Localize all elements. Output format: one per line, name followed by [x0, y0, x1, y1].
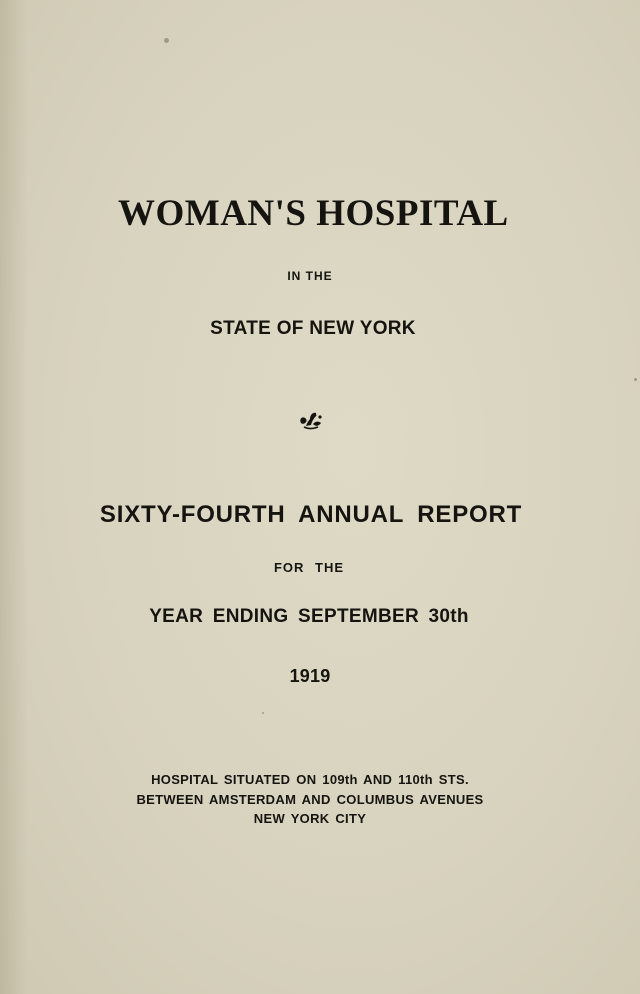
address-line: BETWEEN AMSTERDAM AND COLUMBUS AVENUES [136, 792, 484, 807]
fleuron-ornament-icon [298, 410, 324, 432]
state-line: STATE OF NEW YORK [210, 318, 416, 339]
page-edge-shadow [0, 0, 28, 994]
paper-speck [262, 712, 264, 714]
paper-speck [164, 38, 169, 43]
for-the-line: FOR THE [273, 560, 345, 575]
address-line: NEW YORK CITY [253, 811, 367, 826]
paper-speck [634, 378, 637, 381]
hospital-name-title: WOMAN'S HOSPITAL [118, 193, 509, 234]
address-line: HOSPITAL SITUATED ON 109th AND 110th STS. [151, 772, 469, 787]
in-the-line: IN THE [287, 269, 333, 283]
year-ending-line: YEAR ENDING SEPTEMBER 30th [149, 606, 469, 627]
report-year: 1919 [289, 666, 331, 686]
annual-report-title: SIXTY-FOURTH ANNUAL REPORT [99, 501, 523, 528]
